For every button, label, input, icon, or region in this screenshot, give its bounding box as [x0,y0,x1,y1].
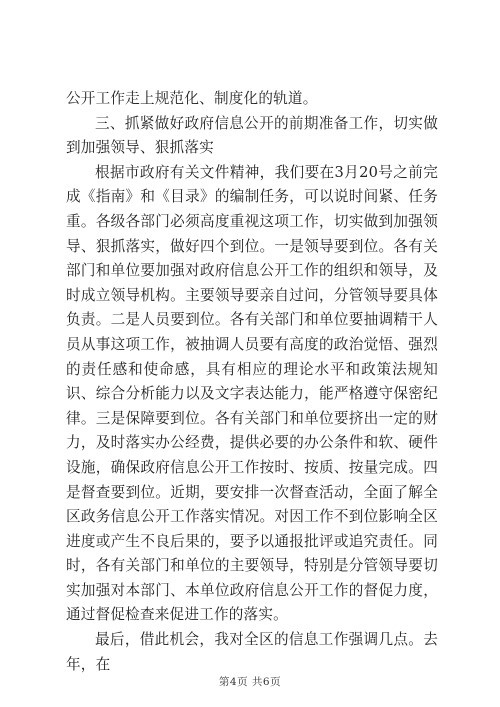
section-heading-three: 三、抓紧做好政府信息公开的前期准备工作，切实做到加强领导、狠抓落实 [66,114,438,157]
paragraph-finally: 最后，借此机会，我对全区的信息工作强调几点。去年，在 [66,631,438,673]
paragraph-closing-line: 公开工作走上规范化、制度化的轨道。 [66,90,318,107]
page-number-footer: 第4页 共6页 [218,676,282,688]
paragraph-four-in-place: 根据市政府有关文件精神，我们要在3月20号之前完成《指南》和《目录》的编制任务，可以说时间紧、任务重。各级各部门必须高度重视这项工作，切实做到加强领导、狠抓落实，做好四个到位。一是领导要到位。各有关部门和单位要加强对政府信息公开工作的组织和领导，及时成立领导机构。主要领导要亲自过问，分管领导要具体负责。二是人员要到位。各有关部门和单位要抽调精干人员从事这项工作，被抽调人员要有高度的政治觉悟、强烈的责任感和使命感，具有相应的理论水平和政策法规知识、综合分析能力以及文字表达能力，能严格遵守保密纪律。三是保障要到位。各有关部门和单位要挤出一定的财力，及时落实办公经费，提供必要的办公条件和软、硬件设施，确保政府信息公开工作按时、按质、按量完成。四是督查要到位。近期，要安排一次督查活动，全面了解全区政务信息公开工作落实情况。对因工作不到位影响全区进度或产生不良后果的，要予以通报批评或追究责任。同时，各有关部门和单位的主要领导，特别是分管领导要切实加强对本部门、本单位政府信息公开工作的督促力度，通过督促检查来促进工作的落实。 [66,163,438,624]
document-body [66,87,438,677]
